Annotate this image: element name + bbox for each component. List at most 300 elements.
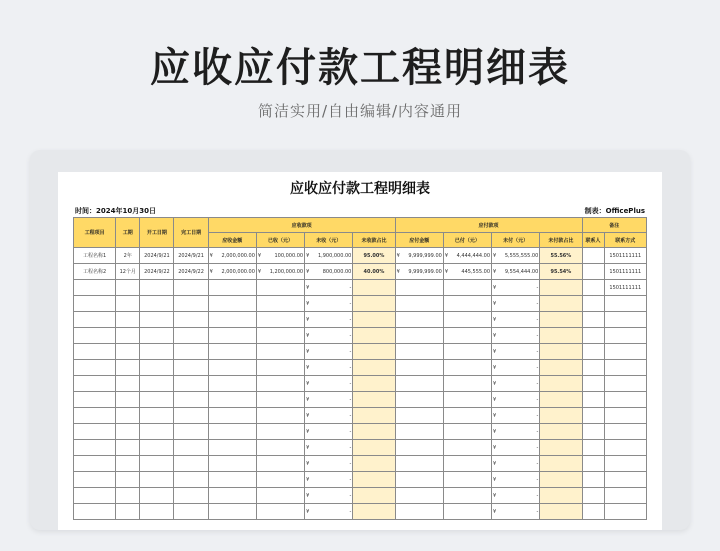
- cell-end-date[interactable]: [174, 456, 208, 472]
- cell-paid[interactable]: [443, 296, 491, 312]
- cell-contact-method[interactable]: 1501111111: [604, 248, 646, 264]
- cell-contact[interactable]: [582, 328, 604, 344]
- cell-start-date[interactable]: [140, 472, 174, 488]
- header-start-date: 开工日期: [140, 218, 174, 248]
- header-unreceived: 未收（元）: [305, 233, 353, 248]
- currency-symbol: ¥: [306, 268, 310, 275]
- cell-unpaid[interactable]: [492, 248, 540, 264]
- header-pay-amount: 应付金额: [395, 233, 443, 248]
- cell-recv-amount[interactable]: [208, 296, 256, 312]
- currency-symbol: ¥: [306, 380, 310, 387]
- cell-unrecv-ratio[interactable]: [353, 328, 395, 344]
- cell-paid[interactable]: [443, 488, 491, 504]
- cell-contact[interactable]: [582, 280, 604, 296]
- cell-start-date[interactable]: [140, 376, 174, 392]
- cell-start-date[interactable]: [140, 296, 174, 312]
- cell-paid[interactable]: [443, 360, 491, 376]
- cell-unrecv-ratio[interactable]: [353, 408, 395, 424]
- cell-contact-method[interactable]: [604, 472, 646, 488]
- cell-end-date[interactable]: 2024/9/22: [174, 264, 208, 280]
- cell-unreceived[interactable]: [305, 488, 353, 504]
- currency-symbol: ¥: [493, 268, 497, 275]
- cell-contact-method[interactable]: [604, 312, 646, 328]
- cell-received[interactable]: [256, 328, 304, 344]
- cell-duration[interactable]: [116, 376, 140, 392]
- cell-unpaid[interactable]: [492, 280, 540, 296]
- cell-unreceived-value: -: [349, 460, 352, 467]
- cell-project[interactable]: [74, 472, 116, 488]
- cell-unrecv-ratio[interactable]: [353, 280, 395, 296]
- header-end-date: 完工日期: [174, 218, 208, 248]
- cell-unrecv-ratio[interactable]: [353, 312, 395, 328]
- cell-recv-amount[interactable]: [208, 312, 256, 328]
- cell-paid[interactable]: [443, 472, 491, 488]
- cell-unreceived-value: -: [349, 428, 352, 435]
- cell-project[interactable]: [74, 344, 116, 360]
- cell-unrecv-ratio[interactable]: [353, 504, 395, 520]
- cell-unpaid[interactable]: [492, 312, 540, 328]
- cell-start-date[interactable]: [140, 504, 174, 520]
- cell-project[interactable]: [74, 424, 116, 440]
- cell-contact[interactable]: [582, 376, 604, 392]
- cell-project[interactable]: [74, 408, 116, 424]
- currency-symbol: ¥: [306, 284, 310, 291]
- cell-contact-method[interactable]: [604, 328, 646, 344]
- cell-recv-amount[interactable]: [208, 376, 256, 392]
- cell-project[interactable]: [74, 376, 116, 392]
- cell-unreceived[interactable]: [305, 296, 353, 312]
- table-row: [74, 248, 647, 264]
- cell-duration[interactable]: 12个月: [116, 264, 140, 280]
- table-row: [74, 472, 647, 488]
- cell-unreceived[interactable]: [305, 248, 353, 264]
- currency-symbol: ¥: [306, 252, 310, 259]
- cell-end-date[interactable]: [174, 392, 208, 408]
- cell-unpaid[interactable]: [492, 456, 540, 472]
- cell-received[interactable]: [256, 344, 304, 360]
- cell-end-date[interactable]: 2024/9/21: [174, 248, 208, 264]
- cell-unreceived-value: -: [349, 300, 352, 307]
- cell-pay-amount[interactable]: [395, 456, 443, 472]
- cell-recv-amount[interactable]: [208, 408, 256, 424]
- cell-start-date[interactable]: 2024/9/21: [140, 248, 174, 264]
- cell-unpaid-value: -: [536, 428, 539, 435]
- cell-start-date[interactable]: [140, 408, 174, 424]
- cell-unpaid[interactable]: [492, 264, 540, 280]
- currency-symbol: ¥: [209, 252, 213, 259]
- cell-duration[interactable]: [116, 424, 140, 440]
- cell-paid[interactable]: [443, 392, 491, 408]
- cell-recv-amount[interactable]: [208, 248, 256, 264]
- cell-paid[interactable]: [443, 376, 491, 392]
- cell-unpaid-ratio[interactable]: [540, 360, 582, 376]
- cell-start-date[interactable]: 2024/9/22: [140, 264, 174, 280]
- cell-contact-method[interactable]: [604, 504, 646, 520]
- cell-unpaid-ratio[interactable]: [540, 280, 582, 296]
- cell-paid[interactable]: [443, 312, 491, 328]
- cell-pay-amount[interactable]: [395, 392, 443, 408]
- cell-unpaid[interactable]: [492, 392, 540, 408]
- cell-contact[interactable]: [582, 472, 604, 488]
- cell-contact[interactable]: [582, 344, 604, 360]
- cell-recv-amount[interactable]: [208, 456, 256, 472]
- cell-pay-amount[interactable]: [395, 328, 443, 344]
- cell-pay-amount[interactable]: [395, 344, 443, 360]
- cell-unreceived-value: 1,900,000.00: [317, 252, 352, 259]
- cell-paid[interactable]: [443, 456, 491, 472]
- cell-project[interactable]: [74, 360, 116, 376]
- cell-contact-method[interactable]: [604, 344, 646, 360]
- cell-unreceived[interactable]: [305, 472, 353, 488]
- cell-received[interactable]: [256, 440, 304, 456]
- cell-pay-amount[interactable]: [395, 440, 443, 456]
- cell-contact-method[interactable]: 1501111111: [604, 280, 646, 296]
- table-row: [74, 440, 647, 456]
- cell-unpaid[interactable]: [492, 408, 540, 424]
- cell-recv-amount[interactable]: [208, 472, 256, 488]
- cell-start-date[interactable]: [140, 280, 174, 296]
- cell-end-date[interactable]: [174, 376, 208, 392]
- cell-unrecv-ratio[interactable]: 95.00%: [353, 248, 395, 264]
- cell-unpaid-value: -: [536, 476, 539, 483]
- cell-unpaid-ratio[interactable]: [540, 312, 582, 328]
- cell-pay-amount[interactable]: [395, 408, 443, 424]
- cell-contact[interactable]: [582, 456, 604, 472]
- cell-end-date[interactable]: [174, 408, 208, 424]
- cell-unpaid-value: -: [536, 460, 539, 467]
- cell-contact-method[interactable]: [604, 376, 646, 392]
- cell-unrecv-ratio[interactable]: [353, 456, 395, 472]
- cell-start-date[interactable]: [140, 328, 174, 344]
- cell-recv-amount[interactable]: [208, 488, 256, 504]
- cell-duration[interactable]: [116, 296, 140, 312]
- cell-contact[interactable]: [582, 264, 604, 280]
- cell-unpaid-value: -: [536, 412, 539, 419]
- cell-unrecv-ratio[interactable]: [353, 296, 395, 312]
- cell-unpaid-ratio[interactable]: [540, 488, 582, 504]
- cell-recv-amount[interactable]: [208, 264, 256, 280]
- cell-contact-method[interactable]: [604, 424, 646, 440]
- cell-unreceived-value: -: [349, 396, 352, 403]
- cell-start-date[interactable]: [140, 360, 174, 376]
- cell-paid[interactable]: [443, 408, 491, 424]
- currency-symbol: ¥: [493, 380, 497, 387]
- cell-contact-method[interactable]: [604, 408, 646, 424]
- cell-received[interactable]: [256, 504, 304, 520]
- cell-recv-amount[interactable]: [208, 328, 256, 344]
- cell-unpaid-ratio[interactable]: 55.56%: [540, 248, 582, 264]
- cell-pay-amount[interactable]: [395, 472, 443, 488]
- cell-duration[interactable]: [116, 360, 140, 376]
- cell-unpaid-value: -: [536, 348, 539, 355]
- cell-duration[interactable]: [116, 344, 140, 360]
- cell-project[interactable]: [74, 280, 116, 296]
- cell-unpaid-ratio[interactable]: [540, 440, 582, 456]
- cell-unrecv-ratio[interactable]: [353, 360, 395, 376]
- cell-project[interactable]: 工程名称2: [74, 264, 116, 280]
- cell-duration[interactable]: [116, 488, 140, 504]
- cell-received[interactable]: [256, 456, 304, 472]
- currency-symbol: ¥: [493, 428, 497, 435]
- cell-unrecv-ratio[interactable]: [353, 440, 395, 456]
- cell-recv-amount[interactable]: [208, 392, 256, 408]
- currency-symbol: ¥: [396, 252, 400, 259]
- cell-unpaid[interactable]: [492, 376, 540, 392]
- cell-pay-amount[interactable]: [395, 376, 443, 392]
- cell-duration[interactable]: [116, 408, 140, 424]
- cell-received[interactable]: [256, 360, 304, 376]
- cell-unpaid-ratio[interactable]: [540, 328, 582, 344]
- cell-contact-method[interactable]: [604, 456, 646, 472]
- cell-pay-amount[interactable]: [395, 280, 443, 296]
- cell-unrecv-ratio[interactable]: [353, 376, 395, 392]
- cell-unreceived[interactable]: [305, 408, 353, 424]
- cell-received[interactable]: [256, 264, 304, 280]
- cell-unreceived[interactable]: [305, 344, 353, 360]
- cell-end-date[interactable]: [174, 424, 208, 440]
- cell-end-date[interactable]: [174, 472, 208, 488]
- cell-project[interactable]: [74, 504, 116, 520]
- cell-paid[interactable]: [443, 344, 491, 360]
- cell-pay-amount-value: 9,999,999.00: [408, 252, 442, 259]
- cell-project[interactable]: [74, 328, 116, 344]
- cell-unreceived[interactable]: [305, 280, 353, 296]
- cell-start-date[interactable]: [140, 312, 174, 328]
- cell-contact-method[interactable]: [604, 440, 646, 456]
- currency-symbol: ¥: [306, 332, 310, 339]
- cell-unpaid-ratio[interactable]: [540, 408, 582, 424]
- cell-contact[interactable]: [582, 504, 604, 520]
- cell-pay-amount-value: 9,999,999.00: [408, 268, 442, 275]
- header-project: 工程项目: [74, 218, 116, 248]
- cell-pay-amount[interactable]: [395, 312, 443, 328]
- cell-project[interactable]: 工程名称1: [74, 248, 116, 264]
- currency-symbol: ¥: [493, 364, 497, 371]
- cell-end-date[interactable]: [174, 488, 208, 504]
- cell-duration[interactable]: [116, 456, 140, 472]
- cell-unpaid-value: -: [536, 444, 539, 451]
- cell-received[interactable]: [256, 488, 304, 504]
- cell-start-date[interactable]: [140, 424, 174, 440]
- cell-contact[interactable]: [582, 408, 604, 424]
- cell-recv-amount[interactable]: [208, 504, 256, 520]
- cell-recv-amount[interactable]: [208, 280, 256, 296]
- cell-paid-value: 445,555.00: [461, 268, 491, 275]
- currency-symbol: ¥: [306, 492, 310, 499]
- cell-pay-amount[interactable]: [395, 264, 443, 280]
- cell-unpaid-ratio[interactable]: [540, 424, 582, 440]
- cell-duration[interactable]: [116, 472, 140, 488]
- cell-start-date[interactable]: [140, 344, 174, 360]
- currency-symbol: ¥: [306, 460, 310, 467]
- cell-project[interactable]: [74, 312, 116, 328]
- cell-contact[interactable]: [582, 488, 604, 504]
- currency-symbol: ¥: [493, 348, 497, 355]
- cell-end-date[interactable]: [174, 312, 208, 328]
- table-row: [74, 456, 647, 472]
- cell-unpaid-ratio[interactable]: [540, 472, 582, 488]
- cell-recv-amount[interactable]: [208, 360, 256, 376]
- cell-contact-method[interactable]: [604, 296, 646, 312]
- cell-unreceived-value: -: [349, 476, 352, 483]
- cell-unrecv-ratio[interactable]: [353, 344, 395, 360]
- cell-unpaid-value: -: [536, 508, 539, 515]
- cell-paid-value: 4,444,444.00: [456, 252, 491, 259]
- cell-unreceived[interactable]: [305, 456, 353, 472]
- cell-unpaid[interactable]: [492, 360, 540, 376]
- cell-end-date[interactable]: [174, 344, 208, 360]
- currency-symbol: ¥: [493, 252, 497, 259]
- cell-unreceived-value: -: [349, 364, 352, 371]
- cell-pay-amount[interactable]: [395, 296, 443, 312]
- cell-unrecv-ratio[interactable]: [353, 488, 395, 504]
- cell-end-date[interactable]: [174, 296, 208, 312]
- cell-duration[interactable]: [116, 312, 140, 328]
- cell-duration[interactable]: [116, 504, 140, 520]
- cell-unpaid-ratio[interactable]: [540, 344, 582, 360]
- header-payables: 应付款项: [395, 218, 582, 233]
- cell-received[interactable]: [256, 312, 304, 328]
- cell-unpaid-ratio[interactable]: [540, 376, 582, 392]
- cell-pay-amount[interactable]: [395, 424, 443, 440]
- cell-end-date[interactable]: [174, 440, 208, 456]
- cell-unreceived[interactable]: [305, 312, 353, 328]
- cell-unpaid[interactable]: [492, 296, 540, 312]
- table-row: [74, 424, 647, 440]
- table-row: [74, 328, 647, 344]
- cell-end-date[interactable]: [174, 360, 208, 376]
- cell-end-date[interactable]: [174, 280, 208, 296]
- cell-unrecv-ratio[interactable]: [353, 472, 395, 488]
- header-paid: 已付（元）: [443, 233, 491, 248]
- cell-end-date[interactable]: [174, 504, 208, 520]
- cell-unrecv-ratio[interactable]: 40.00%: [353, 264, 395, 280]
- cell-project[interactable]: [74, 440, 116, 456]
- cell-received[interactable]: [256, 424, 304, 440]
- cell-received[interactable]: [256, 280, 304, 296]
- cell-contact[interactable]: [582, 360, 604, 376]
- cell-unreceived-value: -: [349, 348, 352, 355]
- sheet-title: 应收应付款工程明细表: [290, 181, 430, 197]
- cell-project[interactable]: [74, 456, 116, 472]
- cell-contact[interactable]: [582, 440, 604, 456]
- cell-start-date[interactable]: [140, 440, 174, 456]
- cell-unreceived[interactable]: [305, 360, 353, 376]
- cell-contact[interactable]: [582, 312, 604, 328]
- cell-paid[interactable]: [443, 264, 491, 280]
- cell-recv-amount[interactable]: [208, 344, 256, 360]
- header-unrecv-ratio: 未收款占比: [353, 233, 395, 248]
- cell-unpaid[interactable]: [492, 440, 540, 456]
- cell-pay-amount[interactable]: [395, 248, 443, 264]
- cell-unpaid-ratio[interactable]: 95.54%: [540, 264, 582, 280]
- cell-unpaid-ratio[interactable]: [540, 296, 582, 312]
- cell-contact[interactable]: [582, 248, 604, 264]
- cell-unpaid[interactable]: [492, 488, 540, 504]
- header-unpaid-ratio: 未付款占比: [540, 233, 582, 248]
- currency-symbol: ¥: [493, 508, 497, 515]
- cell-start-date[interactable]: [140, 392, 174, 408]
- cell-received[interactable]: [256, 408, 304, 424]
- cell-paid[interactable]: [443, 504, 491, 520]
- cell-received[interactable]: [256, 376, 304, 392]
- cell-received[interactable]: [256, 296, 304, 312]
- cell-unreceived[interactable]: [305, 392, 353, 408]
- cell-duration[interactable]: [116, 280, 140, 296]
- cell-project[interactable]: [74, 392, 116, 408]
- cell-unreceived-value: 800,000.00: [322, 268, 352, 275]
- cell-unpaid[interactable]: [492, 328, 540, 344]
- cell-unpaid[interactable]: [492, 504, 540, 520]
- cell-received[interactable]: [256, 392, 304, 408]
- cell-unreceived[interactable]: [305, 440, 353, 456]
- cell-end-date[interactable]: [174, 328, 208, 344]
- cell-contact[interactable]: [582, 392, 604, 408]
- cell-duration[interactable]: [116, 440, 140, 456]
- cell-duration[interactable]: [116, 328, 140, 344]
- cell-start-date[interactable]: [140, 456, 174, 472]
- cell-contact[interactable]: [582, 424, 604, 440]
- currency-symbol: ¥: [209, 268, 213, 275]
- cell-pay-amount[interactable]: [395, 504, 443, 520]
- cell-start-date[interactable]: [140, 488, 174, 504]
- cell-recv-amount[interactable]: [208, 424, 256, 440]
- cell-unpaid-ratio[interactable]: [540, 392, 582, 408]
- cell-unpaid[interactable]: [492, 424, 540, 440]
- cell-unreceived[interactable]: [305, 424, 353, 440]
- cell-received[interactable]: [256, 248, 304, 264]
- cell-recv-amount[interactable]: [208, 440, 256, 456]
- cell-duration[interactable]: 2年: [116, 248, 140, 264]
- cell-duration[interactable]: [116, 392, 140, 408]
- currency-symbol: ¥: [306, 348, 310, 355]
- cell-unpaid-ratio[interactable]: [540, 504, 582, 520]
- cell-pay-amount[interactable]: [395, 360, 443, 376]
- cell-contact-method[interactable]: [604, 488, 646, 504]
- cell-paid[interactable]: [443, 424, 491, 440]
- cell-unreceived-value: -: [349, 412, 352, 419]
- cell-unpaid[interactable]: [492, 344, 540, 360]
- cell-unreceived[interactable]: [305, 504, 353, 520]
- cell-unrecv-ratio[interactable]: [353, 424, 395, 440]
- cell-contact-method[interactable]: [604, 392, 646, 408]
- cell-paid[interactable]: [443, 440, 491, 456]
- cell-unreceived[interactable]: [305, 328, 353, 344]
- cell-contact[interactable]: [582, 296, 604, 312]
- cell-contact-method[interactable]: [604, 360, 646, 376]
- cell-unreceived[interactable]: [305, 264, 353, 280]
- cell-pay-amount[interactable]: [395, 488, 443, 504]
- cell-unpaid-value: -: [536, 332, 539, 339]
- cell-unpaid-ratio[interactable]: [540, 456, 582, 472]
- cell-recv-amount-value: 2,000,000.00: [221, 268, 255, 275]
- cell-unreceived-value: -: [349, 316, 352, 323]
- cell-unrecv-ratio[interactable]: [353, 392, 395, 408]
- cell-paid[interactable]: [443, 328, 491, 344]
- cell-received[interactable]: [256, 472, 304, 488]
- currency-symbol: ¥: [306, 476, 310, 483]
- header-contact-method: 联系方式: [604, 233, 646, 248]
- cell-unpaid[interactable]: [492, 472, 540, 488]
- cell-unreceived[interactable]: [305, 376, 353, 392]
- cell-project[interactable]: [74, 296, 116, 312]
- cell-contact-method[interactable]: 1501111111: [604, 264, 646, 280]
- cell-unpaid-value: -: [536, 364, 539, 371]
- cell-paid[interactable]: [443, 280, 491, 296]
- currency-symbol: ¥: [257, 268, 262, 275]
- cell-paid[interactable]: [443, 248, 491, 264]
- cell-project[interactable]: [74, 488, 116, 504]
